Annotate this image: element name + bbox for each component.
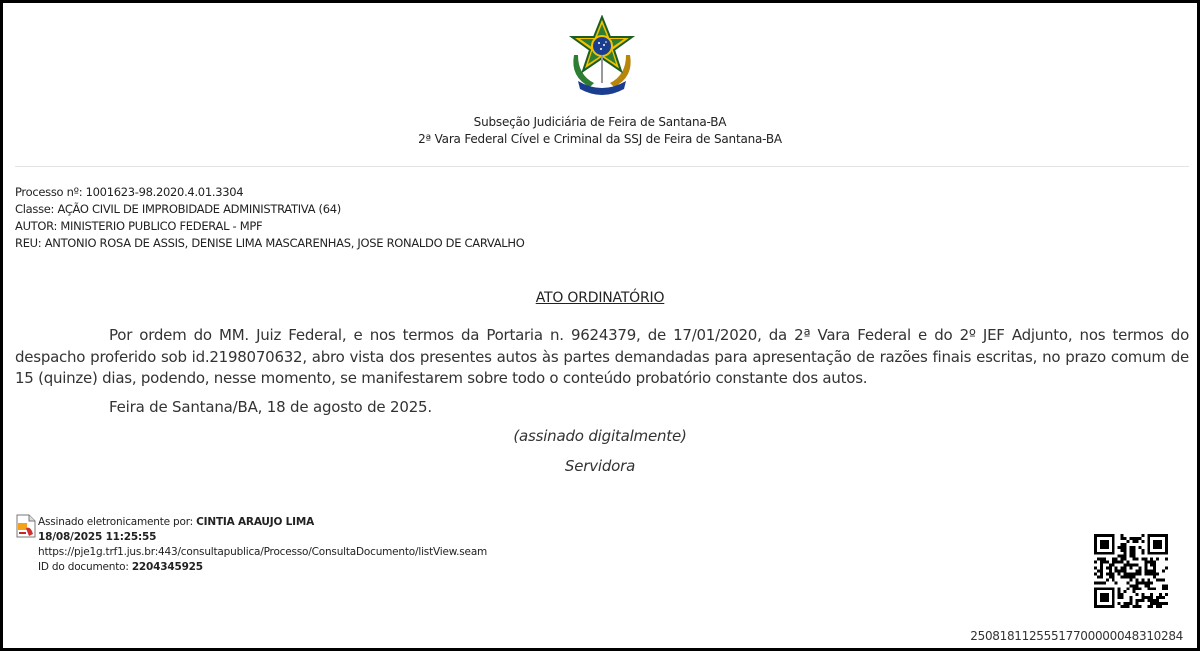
court-name-line1: Subseção Judiciária de Feira de Santana-BA: [473, 115, 727, 129]
brazil-coat-of-arms-icon: [564, 15, 640, 97]
case-class: Classe: AÇÃO CIVIL DE IMPROBIDADE ADMINISTRATIVA (64): [15, 202, 341, 216]
document-id-line: [38, 561, 203, 573]
header-divider: [15, 166, 1189, 167]
signed-by-label: Assinado eletronicamente por:: [38, 516, 197, 528]
document-id: 2204345925: [131, 561, 203, 573]
main-paragraph: Por ordem do MM. Juiz Federal, e nos termos da Portaria n. 9624379, de 17/01/2020, da 2ª Vara Federal e do 2º JEF Adjunto, nos termos do despacho proferido sob id.2198070632, abro vista dos presentes autos às partes demandadas para apresentação de razões finais escritas, no prazo comum de 15 (quinze) dias, podendo, nesse momento, se manifestarem sobre todo o conteúdo probatório constante dos autos.: [15, 326, 1189, 387]
signature-datetime: 18/08/2025 11:25:55: [38, 531, 157, 543]
document-id-label: ID do documento:: [38, 561, 132, 573]
case-plaintiff: AUTOR: MINISTERIO PUBLICO FEDERAL - MPF: [15, 219, 263, 233]
digital-signature-note: (assinado digitalmente): [513, 427, 687, 445]
case-number: Processo nº: 1001623-98.2020.4.01.3304: [15, 185, 244, 199]
qr-code-icon: [1093, 534, 1169, 608]
place-date: Feira de Santana/BA, 18 de agosto de 2025.: [109, 398, 432, 416]
document-title: ATO ORDINATÓRIO: [535, 290, 665, 306]
signed-by-line: [38, 516, 314, 528]
signer-name: CINTIA ARAUJO LIMA: [196, 516, 315, 528]
case-defendants: REU: ANTONIO ROSA DE ASSIS, DENISE LIMA MASCARENHAS, JOSE RONALDO DE CARVALHO: [15, 236, 525, 250]
document-number: 25081811255517700000048310284: [970, 629, 1183, 643]
court-name-line2: 2ª Vara Federal Cível e Criminal da SSJ de Feira de Santana-BA: [418, 132, 782, 146]
signer-role: Servidora: [564, 457, 636, 475]
signed-pdf-icon: [15, 514, 37, 538]
verification-url[interactable]: https://pje1g.trf1.jus.br:443/consultapublica/Processo/ConsultaDocumento/listView.seam: [38, 546, 488, 558]
